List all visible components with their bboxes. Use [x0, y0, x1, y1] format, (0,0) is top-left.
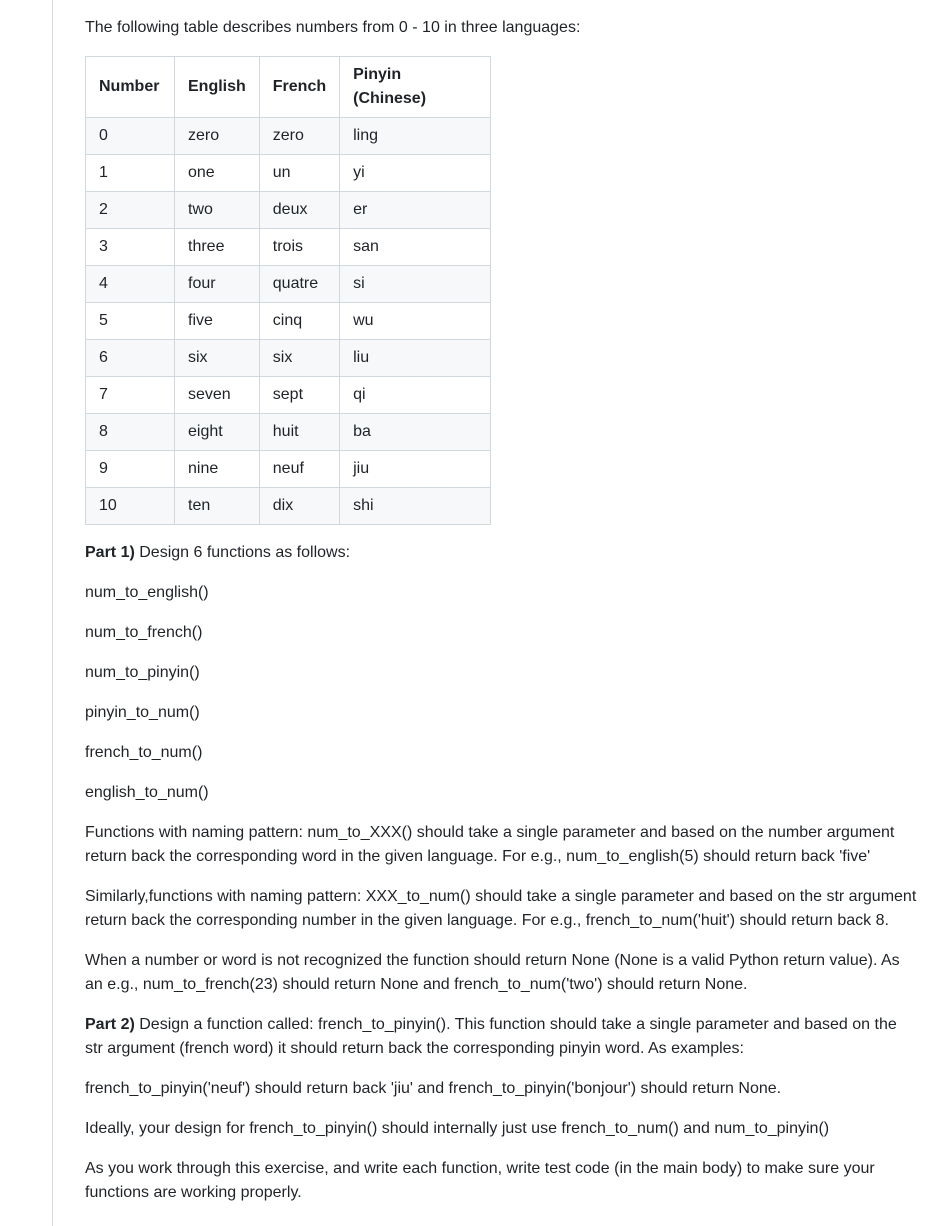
cell-french: six [259, 340, 339, 377]
header-number: Number [86, 57, 175, 118]
part1-text: Design 6 functions as follows: [134, 544, 351, 561]
cell-french: sept [259, 377, 339, 414]
cell-english: seven [175, 377, 260, 414]
function-name: num_to_pinyin() [85, 664, 200, 681]
table-row [86, 488, 491, 525]
cell-pinyin: san [340, 229, 491, 266]
cell-english: four [175, 266, 260, 303]
table-header-row [86, 57, 491, 118]
cell-english: five [175, 303, 260, 340]
testing-paragraph: As you work through this exercise, and write each function, write test code (in the main body) to make sure your functions are working properly. [85, 1160, 875, 1201]
num-to-xxx-paragraph: Functions with naming pattern: num_to_XXX() should take a single parameter and based on the number argument return back the corresponding word in the given language. For e.g., num_to_english(5) should return back 'five' [85, 824, 895, 865]
part1-heading [85, 541, 917, 565]
cell-english: two [175, 192, 260, 229]
table-row [86, 118, 491, 155]
header-french: French [259, 57, 339, 118]
cell-pinyin: si [340, 266, 491, 303]
function-name: pinyin_to_num() [85, 704, 200, 721]
cell-french: cinq [259, 303, 339, 340]
intro-text: The following table describes numbers from 0 - 10 in three languages: [85, 19, 581, 36]
cell-pinyin: shi [340, 488, 491, 525]
cell-english: zero [175, 118, 260, 155]
function-name: french_to_num() [85, 744, 203, 761]
cell-french: trois [259, 229, 339, 266]
table-row [86, 155, 491, 192]
cell-pinyin: ba [340, 414, 491, 451]
cell-english: ten [175, 488, 260, 525]
xxx-to-num-paragraph: Similarly,functions with naming pattern: XXX_to_num() should take a single parameter and based on the str argument return back the corresponding number in the given language. For e.g., french_to_num('huit') should return back 8. [85, 888, 917, 929]
header-pinyin: Pinyin (Chinese) [340, 57, 491, 118]
cell-pinyin: ling [340, 118, 491, 155]
table-row [86, 229, 491, 266]
cell-french: un [259, 155, 339, 192]
cell-french: quatre [259, 266, 339, 303]
examples-paragraph: french_to_pinyin('neuf') should return back 'jiu' and french_to_pinyin('bonjour') should return None. [85, 1080, 782, 1097]
table-row [86, 414, 491, 451]
document-body [85, 16, 917, 1221]
cell-french: deux [259, 192, 339, 229]
table-row [86, 340, 491, 377]
cell-number: 7 [86, 377, 175, 414]
cell-number: 9 [86, 451, 175, 488]
part2-text: Design a function called: french_to_pinyin(). This function should take a single parameter and based on the str argument (french word) it should return back the corresponding pinyin word. As examples: [85, 1016, 897, 1057]
part1-label: Part 1) [85, 544, 135, 561]
table-row [86, 303, 491, 340]
cell-pinyin: yi [340, 155, 491, 192]
ideally-paragraph: Ideally, your design for french_to_pinyin() should internally just use french_to_num() and num_to_pinyin() [85, 1120, 830, 1137]
function-name: num_to_english() [85, 584, 209, 601]
table-row [86, 192, 491, 229]
cell-number: 1 [86, 155, 175, 192]
cell-french: huit [259, 414, 339, 451]
cell-pinyin: wu [340, 303, 491, 340]
cell-pinyin: jiu [340, 451, 491, 488]
none-return-paragraph: When a number or word is not recognized the function should return None (None is a valid Python return value). As an e.g., num_to_french(23) should return None and french_to_num('two') should return None. [85, 952, 900, 993]
cell-pinyin: er [340, 192, 491, 229]
header-english: English [175, 57, 260, 118]
cell-number: 3 [86, 229, 175, 266]
cell-pinyin: liu [340, 340, 491, 377]
cell-number: 4 [86, 266, 175, 303]
cell-number: 6 [86, 340, 175, 377]
cell-english: six [175, 340, 260, 377]
table-row [86, 266, 491, 303]
cell-english: three [175, 229, 260, 266]
function-name: num_to_french() [85, 624, 203, 641]
part2-label: Part 2) [85, 1016, 135, 1033]
cell-english: eight [175, 414, 260, 451]
table-row [86, 451, 491, 488]
cell-number: 5 [86, 303, 175, 340]
cell-pinyin: qi [340, 377, 491, 414]
cell-english: one [175, 155, 260, 192]
part2-paragraph [85, 1013, 917, 1061]
left-border [52, 0, 53, 1226]
cell-french: dix [259, 488, 339, 525]
cell-french: neuf [259, 451, 339, 488]
cell-french: zero [259, 118, 339, 155]
cell-english: nine [175, 451, 260, 488]
numbers-table [85, 56, 491, 525]
table-row [86, 377, 491, 414]
cell-number: 0 [86, 118, 175, 155]
cell-number: 10 [86, 488, 175, 525]
function-name: english_to_num() [85, 784, 209, 801]
cell-number: 2 [86, 192, 175, 229]
cell-number: 8 [86, 414, 175, 451]
